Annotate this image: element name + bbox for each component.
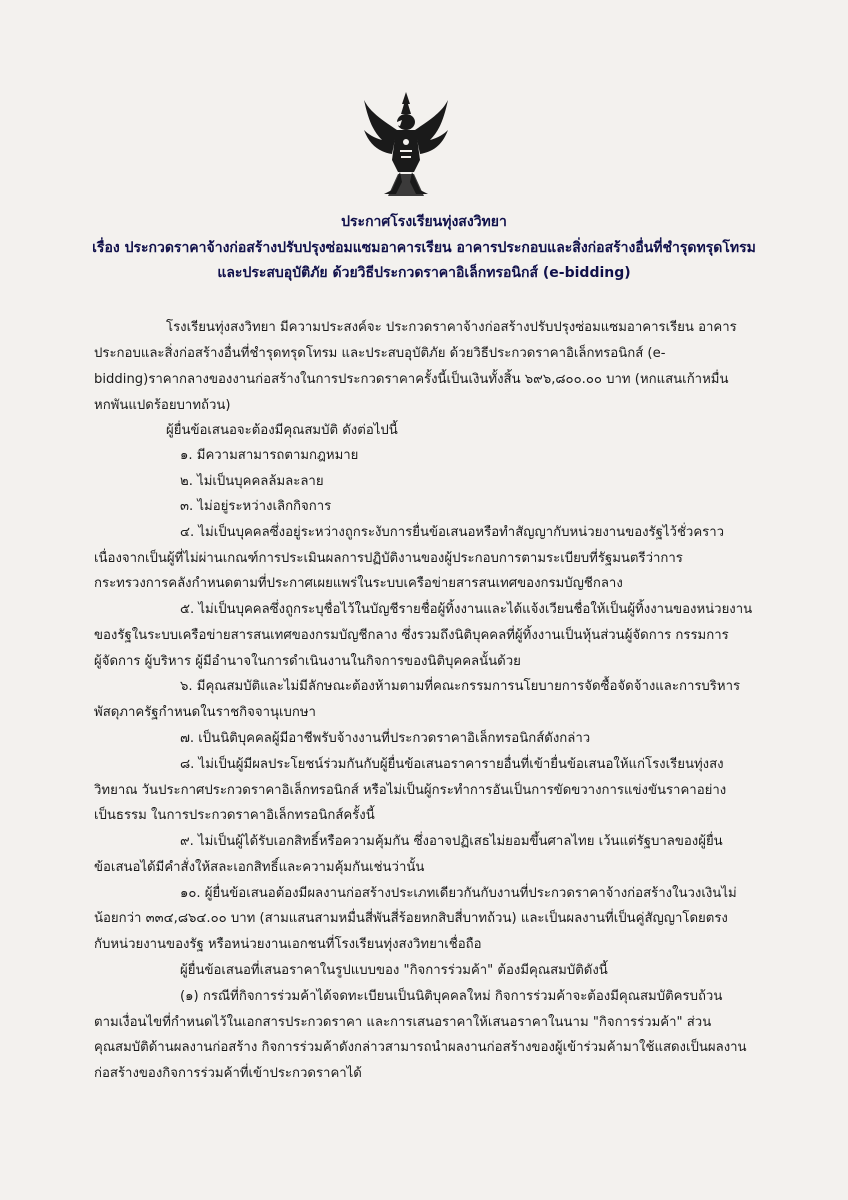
body-line: พัสดุภาครัฐกำหนดในราชกิจจานุเบกษา xyxy=(94,705,316,720)
body-line: หกพันแปดร้อยบาทถ้วน) xyxy=(94,398,231,413)
body-line: ๘. ไม่เป็นผู้มีผลประโยชน์ร่วมกันกับผู้ยื่นข้อเสนอราคารายอื่นที่เข้ายื่นข้อเสนอให้แก่โรงเรียนทุ่งสง xyxy=(180,757,724,772)
subject-line-1: เรื่อง ประกวดราคาจ้างก่อสร้างปรับปรุงซ่อมแซมอาคารเรียน อาคารประกอบและสิ่งก่อสร้างอื่นที่ชำรุดทรุดโทรม xyxy=(92,240,756,256)
body-line: ๑๐. ผู้ยื่นข้อเสนอต้องมีผลงานก่อสร้างประเภทเดียวกันกับงานที่ประกวดราคาจ้างก่อสร้างในวงเงินไม่ xyxy=(180,886,737,901)
body-line: ๔. ไม่เป็นบุคคลซึ่งอยู่ระหว่างถูกระงับการยื่นข้อเสนอหรือทำสัญญากับหน่วยงานของรัฐไว้ชั่วคราว xyxy=(180,525,725,540)
body-line: ข้อเสนอได้มีคำสั่งให้สละเอกสิทธิ์และความคุ้มกันเช่นว่านั้น xyxy=(94,860,425,875)
body-line: เนื่องจากเป็นผู้ที่ไม่ผ่านเกณฑ์การประเมินผลการปฏิบัติงานของผู้ประกอบการตามระเบียบที่รัฐมนตรีว่าการ xyxy=(94,551,683,566)
body-line: ๒. ไม่เป็นบุคคลล้มละลาย xyxy=(180,474,324,489)
body-line: ของรัฐในระบบเครือข่ายสารสนเทศของกรมบัญชีกลาง ซึ่งรวมถึงนิติบุคคลที่ผู้ทิ้งงานเป็นหุ้นส่วนผู้จัดการ กรรมการ xyxy=(94,628,729,643)
body-line: ตามเงื่อนไขที่กำหนดไว้ในเอกสารประกวดราคา และการเสนอราคาให้เสนอราคาในนาม "กิจการร่วมค้า" ส่วน xyxy=(94,1015,712,1030)
body-line: ๓. ไม่อยู่ระหว่างเลิกกิจการ xyxy=(180,499,332,514)
body-line: โรงเรียนทุ่งสงวิทยา มีความประสงค์จะ ประกวดราคาจ้างก่อสร้างปรับปรุงซ่อมแซมอาคารเรียน อาคาร xyxy=(166,320,737,335)
body-line: (๑) กรณีที่กิจการร่วมค้าได้จดทะเบียนเป็นนิติบุคคลใหม่ กิจการร่วมค้าจะต้องมีคุณสมบัติครบถ้วน xyxy=(180,989,723,1004)
body-line: ประกอบและสิ่งก่อสร้างอื่นที่ชำรุดทรุดโทรม และประสบอุบัติภัย ด้วยวิธีประกวดราคาอิเล็กทรอนิกส์ (e- xyxy=(94,346,666,361)
body-line: ๙. ไม่เป็นผู้ได้รับเอกสิทธิ์หรือความคุ้มกัน ซึ่งอาจปฏิเสธไม่ยอมขึ้นศาลไทย เว้นแต่รัฐบาลของผู้ยื่น xyxy=(180,834,723,849)
body-line: กระทรวงการคลังกำหนดตามที่ประกาศเผยแพร่ในระบบเครือข่ายสารสนเทศของกรมบัญชีกลาง xyxy=(94,576,623,591)
subject-line-2: และประสบอุบัติภัย ด้วยวิธีประกวดราคาอิเล็กทรอนิกส์ (e-bidding) xyxy=(217,265,631,281)
body-line: กับหน่วยงานของรัฐ หรือหน่วยงานเอกชนที่โรงเรียนทุ่งสงวิทยาเชื่อถือ xyxy=(94,937,482,952)
body-line: ๕. ไม่เป็นบุคคลซึ่งถูกระบุชื่อไว้ในบัญชีรายชื่อผู้ทิ้งงานและได้แจ้งเวียนชื่อให้เป็นผู้ทิ้งงานของหน่วยงาน xyxy=(180,602,753,617)
body-line: ผู้จัดการ ผู้บริหาร ผู้มีอำนาจในการดำเนินงานในกิจการของนิติบุคคลนั้นด้วย xyxy=(94,654,521,669)
body-line: ๗. เป็นนิติบุคคลผู้มีอาชีพรับจ้างงานที่ประกวดราคาอิเล็กทรอนิกส์ดังกล่าว xyxy=(180,731,591,746)
body-line: น้อยกว่า ๓๓๔,๘๖๔.๐๐ บาท (สามแสนสามหมื่นสี่พันสี่ร้อยหกสิบสี่บาทถ้วน) และเป็นผลงานที่เป็นคู่สัญญาโดยตรง xyxy=(94,911,728,926)
body-line: ผู้ยื่นข้อเสนอที่เสนอราคาในรูปแบบของ "กิจการร่วมค้า" ต้องมีคุณสมบัติดังนี้ xyxy=(180,963,608,978)
body-line: ๖. มีคุณสมบัติและไม่มีลักษณะต้องห้ามตามที่คณะกรรมการนโยบายการจัดซื้อจัดจ้างและการบริหาร xyxy=(180,679,741,694)
announcement-title: ประกาศโรงเรียนทุ่งสงวิทยา xyxy=(341,214,507,230)
body-line: คุณสมบัติด้านผลงานก่อสร้าง กิจการร่วมค้าดังกล่าวสามารถนำผลงานก่อสร้างของผู้เข้าร่วมค้ามาใช้แสดงเป็นผลงาน xyxy=(94,1040,747,1055)
body-line: ก่อสร้างของกิจการร่วมค้าที่เข้าประกวดราคาได้ xyxy=(94,1066,362,1081)
body-line: เป็นธรรม ในการประกวดราคาอิเล็กทรอนิกส์ครั้งนี้ xyxy=(94,808,375,823)
body-line: bidding)ราคากลางของงานก่อสร้างในการประกวดราคาครั้งนี้เป็นเงินทั้งสิ้น ๖๙๖,๘๐๐.๐๐ บาท (หกแสนเก้าหมื่น xyxy=(94,372,729,387)
body-line: ผู้ยื่นข้อเสนอจะต้องมีคุณสมบัติ ดังต่อไปนี้ xyxy=(166,423,398,438)
body-line: วิทยาณ วันประกาศประกวดราคาอิเล็กทรอนิกส์ หรือไม่เป็นผู้กระทำการอันเป็นการขัดขวางการแข่งขันราคาอย่าง xyxy=(94,783,727,798)
body-line: ๑. มีความสามารถตามกฎหมาย xyxy=(180,448,359,463)
garuda-emblem xyxy=(362,90,450,202)
